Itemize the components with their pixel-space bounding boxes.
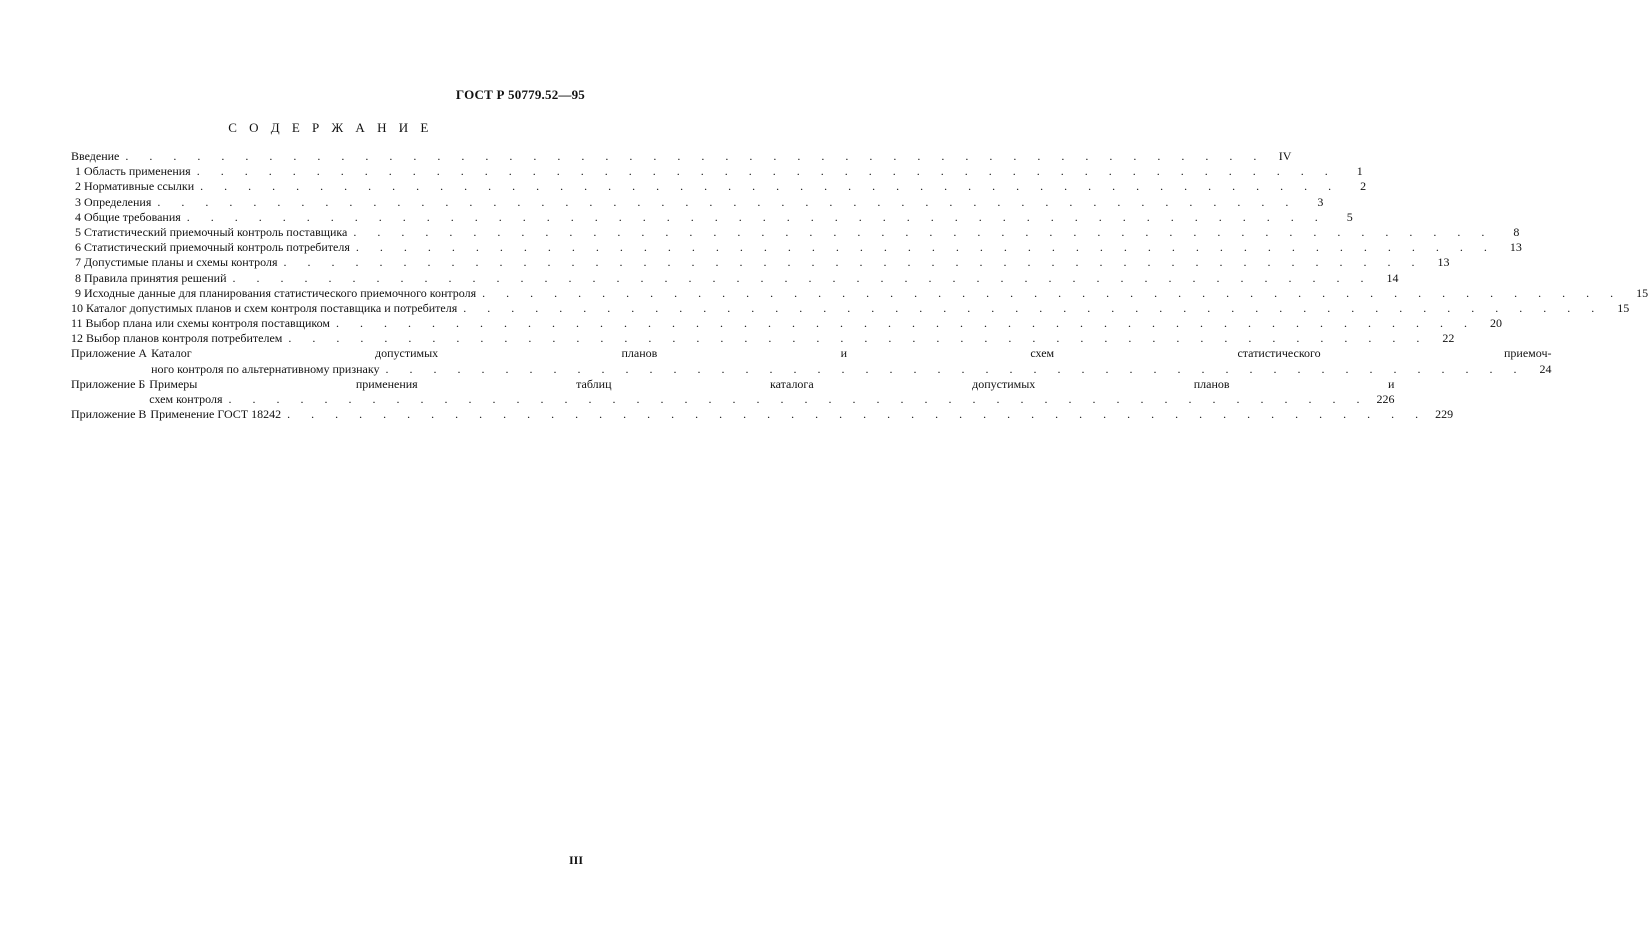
toc-leader-dots: [151, 195, 1297, 210]
toc-leader-dots: [330, 316, 1476, 331]
toc-entry[interactable]: [71, 179, 1367, 194]
toc-entry-page: 20: [1489, 316, 1502, 331]
toc-leader-dots: [379, 362, 1525, 377]
appendix-title-line-2: схем контроля: [149, 392, 223, 406]
toc-entry-label: 7 Допустимые планы и схемы контроля: [75, 255, 278, 270]
appendix-body: [146, 407, 1453, 422]
appendix-line: [146, 407, 1453, 422]
appendix-line: [145, 392, 1394, 407]
toc-entry-page: 14: [1386, 270, 1399, 285]
toc-appendix-entry[interactable]: [71, 407, 1454, 422]
toc-entry-page: IV: [1278, 149, 1292, 163]
toc-entry-page: 13: [1437, 255, 1450, 270]
document-code: ГОСТ Р 50779.52—95: [455, 87, 585, 102]
toc-entry-label: 1 Область применения: [75, 164, 191, 179]
toc-entry-page: 2: [1360, 179, 1367, 194]
appendix-title-line-1: Примеры применения таблиц каталога допустимых планов и: [149, 376, 1395, 391]
toc-entry-label: Введение: [71, 149, 120, 163]
page-number: III: [568, 853, 583, 867]
toc-entry-label: 11 Выбор плана или схемы контроля поставщиком: [71, 316, 330, 331]
toc-entry-page: 24: [1539, 361, 1552, 376]
toc-leader-dots: [181, 210, 1327, 225]
toc-leader-dots: [457, 301, 1603, 316]
toc-entry-page: 3: [1317, 194, 1324, 209]
toc-leader-dots: [281, 407, 1427, 422]
appendix-title-line-2: ного контроля по альтернативному признаку: [151, 361, 380, 376]
toc-entry-page: 8: [1513, 224, 1520, 239]
toc-entry[interactable]: [71, 255, 1450, 270]
toc-entry-label: 5 Статистический приемочный контроль поставщика: [75, 224, 348, 239]
toc-entry-label: 9 Исходные данные для планирования статистического приемочного контроля: [75, 285, 477, 300]
appendix-title-line-1: Применение ГОСТ 18242: [150, 407, 282, 422]
toc-entry[interactable]: [71, 331, 1455, 346]
toc-entry-label: 4 Общие требования: [75, 209, 181, 224]
toc-entry-page: 1: [1356, 164, 1363, 179]
toc-entry-label: 3 Определения: [75, 194, 152, 209]
toc-appendix-entry[interactable]: [71, 346, 1552, 376]
toc-entry[interactable]: [71, 209, 1353, 225]
toc-leader-dots: [476, 286, 1622, 301]
toc-entry-label: 2 Нормативные ссылки: [75, 179, 195, 194]
appendix-title-line-1: Каталог допустимых планов и схем статистического приемоч-: [151, 346, 1552, 361]
toc-leader-dots: [191, 164, 1337, 179]
toc-leader-dots: [350, 240, 1496, 255]
toc-entry[interactable]: [71, 224, 1520, 240]
toc-entry-label: 12 Выбор планов контроля потребителем: [71, 331, 283, 346]
toc-leader-dots: [222, 392, 1368, 407]
toc-entry[interactable]: [71, 149, 1292, 164]
toc-leader-dots: [347, 225, 1493, 240]
appendix-body: [145, 377, 1394, 407]
appendix-line: [147, 362, 1551, 377]
toc-entry[interactable]: [71, 300, 1630, 316]
toc-leader-dots: [277, 255, 1423, 270]
toc-entry-label: 10 Каталог допустимых планов и схем контроля поставщика и потребителя: [71, 300, 458, 315]
toc-leader-dots: [282, 331, 1428, 346]
toc-leader-dots: [227, 271, 1373, 286]
appendix-prefix: Приложение В: [71, 407, 147, 422]
appendix-line: [145, 377, 1394, 392]
table-of-contents: [71, 149, 1648, 422]
toc-leader-dots: [194, 179, 1340, 194]
appendix-line: [147, 346, 1551, 361]
toc-appendix-entry[interactable]: [71, 376, 1395, 407]
toc-entry-label: 8 Правила принятия решений: [75, 270, 227, 285]
appendix-prefix: Приложение Б: [71, 376, 146, 391]
appendix-prefix: Приложение А: [71, 346, 148, 361]
toc-entry[interactable]: [71, 270, 1399, 286]
toc-entry-page: 15: [1617, 300, 1630, 315]
toc-entry[interactable]: [71, 240, 1522, 255]
appendix-body: [147, 346, 1551, 376]
toc-entry-page: 22: [1442, 331, 1455, 346]
toc-entry[interactable]: [71, 194, 1324, 210]
toc-entry-page: 229: [1435, 407, 1454, 422]
toc-entry-page: 15: [1636, 285, 1648, 300]
toc-entry[interactable]: [71, 164, 1363, 179]
toc-entry-page: 5: [1346, 209, 1353, 224]
toc-entry-page: 13: [1509, 240, 1522, 255]
page-title: С О Д Е Р Ж А Н И Е: [228, 120, 433, 135]
toc-entry-label: 6 Статистический приемочный контроль потребителя: [75, 240, 350, 255]
toc-entry-page: 226: [1376, 392, 1395, 406]
toc-entry[interactable]: [71, 316, 1502, 331]
toc-leader-dots: [119, 149, 1265, 164]
toc-entry[interactable]: [71, 285, 1648, 301]
